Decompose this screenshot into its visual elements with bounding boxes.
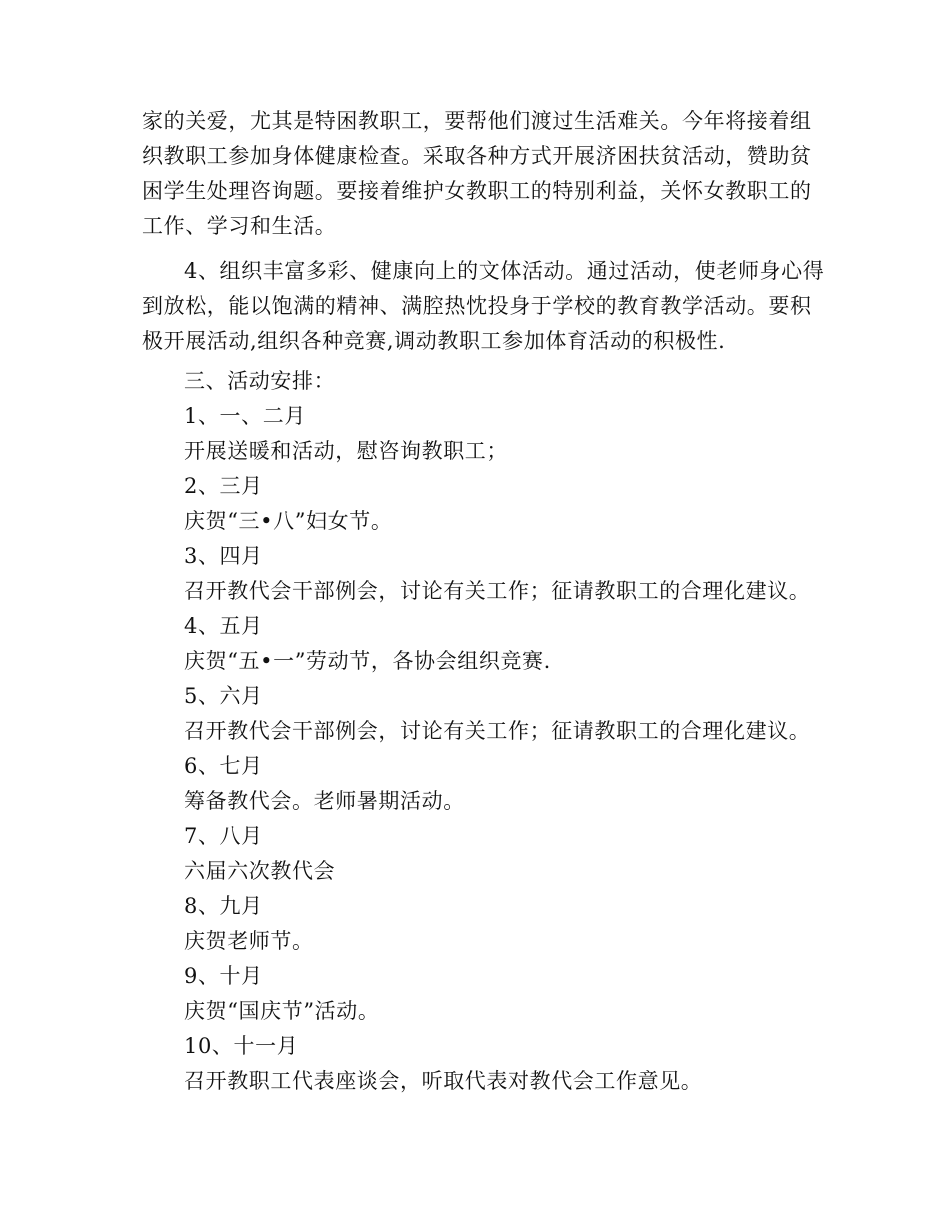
schedule-month: 5、六月	[184, 684, 263, 708]
schedule-month: 6、七月	[184, 754, 263, 778]
schedule-activity: 庆贺“五•一”劳动节，各协会组织竞赛.	[184, 649, 551, 673]
schedule-activity: 六届六次教代会	[184, 859, 336, 883]
schedule-month: 10、十一月	[184, 1034, 299, 1058]
schedule-month: 9、十月	[184, 964, 263, 988]
schedule-month: 1、一、二月	[184, 404, 306, 428]
schedule-month: 2、三月	[184, 474, 263, 498]
paragraph-cultural-activities: 4、组织丰富多彩、健康向上的文体活动。通过活动，使老师身心得到放松，能以饱满的精神、满腔热忱投身于学校的教育教学活动。要积极开展活动,组织各种竞赛,调动教职工参加体育活动的积极性.	[142, 259, 825, 353]
schedule-activity: 庆贺“国庆节”活动。	[184, 999, 380, 1023]
schedule-activity: 召开教代会干部例会，讨论有关工作；征请教职工的合理化建议。	[184, 719, 811, 743]
schedule-activity: 开展送暖和活动，慰咨询教职工；	[184, 439, 508, 463]
paragraph-care-and-support: 家的关爱，尤其是特困教职工，要帮他们渡过生活难关。今年将接着组织教职工参加身体健康检查。采取各种方式开展济困扶贫活动，赞助贫困学生处理咨询题。要接着维护女教职工的特别利益，关怀女教职工的工作、学习和生活。	[142, 109, 812, 238]
schedule-month: 8、九月	[184, 894, 263, 918]
schedule-month: 3、四月	[184, 544, 263, 568]
section-heading: 三、活动安排：	[184, 369, 336, 393]
schedule-activity: 筹备教代会。老师暑期活动。	[184, 789, 465, 813]
schedule-activity: 召开教职工代表座谈会，听取代表对教代会工作意见。	[184, 1069, 703, 1093]
schedule-month: 7、八月	[184, 824, 263, 848]
schedule-activity: 召开教代会干部例会，讨论有关工作；征请教职工的合理化建议。	[184, 579, 811, 603]
schedule-month: 4、五月	[184, 614, 263, 638]
schedule-activity: 庆贺“三•八”妇女节。	[184, 509, 393, 533]
schedule-activity: 庆贺老师节。	[184, 929, 314, 953]
